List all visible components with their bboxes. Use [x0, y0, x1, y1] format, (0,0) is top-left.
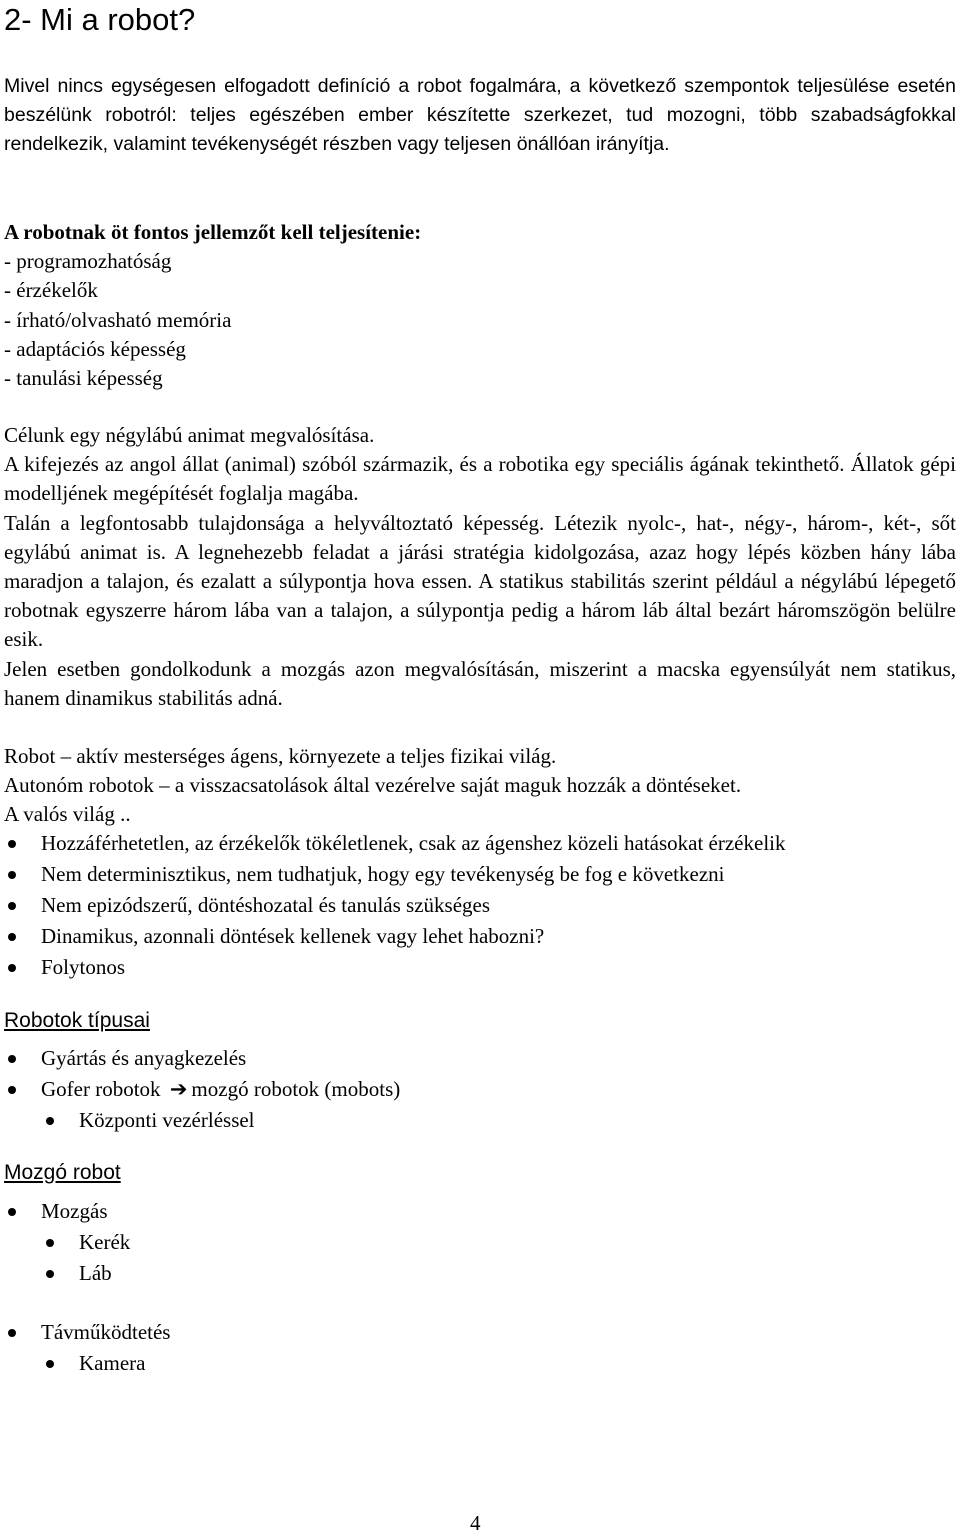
features-list	[4, 247, 956, 393]
features-block	[4, 218, 956, 393]
list-item: Nem epizódszerű, döntéshozatal és tanulás szükséges	[4, 890, 956, 921]
bullet-icon	[8, 1086, 16, 1094]
list-item: - érzékelők	[4, 278, 98, 303]
right-arrow-icon: ➔	[169, 1077, 188, 1101]
list-item: Gofer robotok ➔ mozgó robotok (mobots)	[4, 1074, 956, 1105]
list-item: Kerék	[4, 1227, 956, 1258]
bullet-icon	[8, 964, 16, 972]
page-number: 4	[470, 1511, 481, 1535]
animat-definition: A kifejezés az angol állat (animal) szóból származik, és a robotika egy speciális ágának tekinthető. Állatok gépi modelljének megépítését foglalja magába.	[4, 452, 956, 506]
autonomous-definition: Autonóm robotok – a visszacsatolások által vezérelve saját maguk hozzák a döntéseket.	[4, 773, 742, 798]
bullet-icon	[46, 1360, 54, 1368]
list-item: Dinamikus, azonnali döntések kellenek vagy lehet habozni?	[4, 921, 956, 952]
list-item: - tanulási képesség	[4, 366, 163, 391]
mobile-robot-list-a	[4, 1196, 956, 1289]
list-item: - írható/olvasható memória	[4, 307, 232, 332]
list-item: Láb	[4, 1258, 956, 1289]
bullet-icon	[8, 871, 16, 879]
list-item: - adaptációs képesség	[4, 336, 186, 361]
robot-definition: Robot – aktív mesterséges ágens, környezete a teljes fizikai világ.	[4, 744, 557, 768]
mobile-robot-heading: Mozgó robot	[4, 1161, 121, 1184]
bullet-icon	[8, 840, 16, 848]
bullet-icon	[8, 902, 16, 910]
bullet-icon	[46, 1117, 54, 1125]
list-item: Nem determinisztikus, nem tudhatjuk, hogy egy tevékenység be fog e következni	[4, 859, 956, 890]
robot-types-list	[4, 1043, 956, 1136]
list-item: Kamera	[4, 1348, 956, 1379]
definitions-block	[4, 742, 956, 830]
page-title: 2- Mi a robot?	[4, 2, 196, 37]
mobile-robot-list-b	[4, 1317, 956, 1379]
animat-goal: Célunk egy négylábú animat megvalósítása.	[4, 423, 375, 447]
intro-paragraph: Mivel nincs egységesen elfogadott definíció a robot fogalmára, a következő szempontok teljesülése esetén beszélünk robotról: teljes egészében ember készítette szerkezet, tud mozogni, több szabadságfokkal rendelkezik, valamint tevékenységét részben vagy teljesen önállóan irányítja.	[4, 75, 956, 155]
list-item: Mozgás	[4, 1196, 956, 1227]
list-item: Központi vezérléssel	[4, 1105, 956, 1136]
list-item: Távműködtetés	[4, 1317, 956, 1348]
animat-block	[4, 421, 956, 713]
list-item: Hozzáférhetetlen, az érzékelők tökéletlenek, csak az ágenshez közeli hatásokat érzékelik	[4, 828, 956, 859]
list-item: - programozhatóság	[4, 249, 172, 274]
bullet-icon	[8, 1208, 16, 1216]
bullet-icon	[8, 933, 16, 941]
real-world-list	[4, 828, 956, 983]
bullet-icon	[8, 1329, 16, 1337]
list-item: Gyártás és anyagkezelés	[4, 1043, 956, 1074]
animat-locomotion: Talán a legfontosabb tulajdonsága a helyváltoztató képesség. Létezik nyolc-, hat-, négy-, három-, két-, sőt egylábú animat is. A legnehezebb feladat a járási stratégia kidolgozása, azaz hogy lépés közben hány lába maradjon a talajon, és ezalatt a súlypontja hova essen. A statikus stabilitás szerint például a négylábú lépegető robotnak egyszerre három lába van a talajon, a súlypontja pedig a három láb által bezárt háromszögön belülre esik.	[4, 510, 956, 652]
real-world-intro: A valós világ ..	[4, 802, 131, 827]
robot-types-heading: Robotok típusai	[4, 1009, 150, 1032]
bullet-icon	[46, 1239, 54, 1247]
animat-dynamic: Jelen esetben gondolkodunk a mozgás azon megvalósításán, miszerint a macska egyensúlyát nem statikus, hanem dinamikus stabilitás adná.	[4, 656, 956, 710]
bullet-icon	[8, 1055, 16, 1063]
list-item: Folytonos	[4, 952, 956, 983]
bullet-icon	[46, 1270, 54, 1278]
features-heading: A robotnak öt fontos jellemzőt kell teljesítenie:	[4, 220, 422, 244]
